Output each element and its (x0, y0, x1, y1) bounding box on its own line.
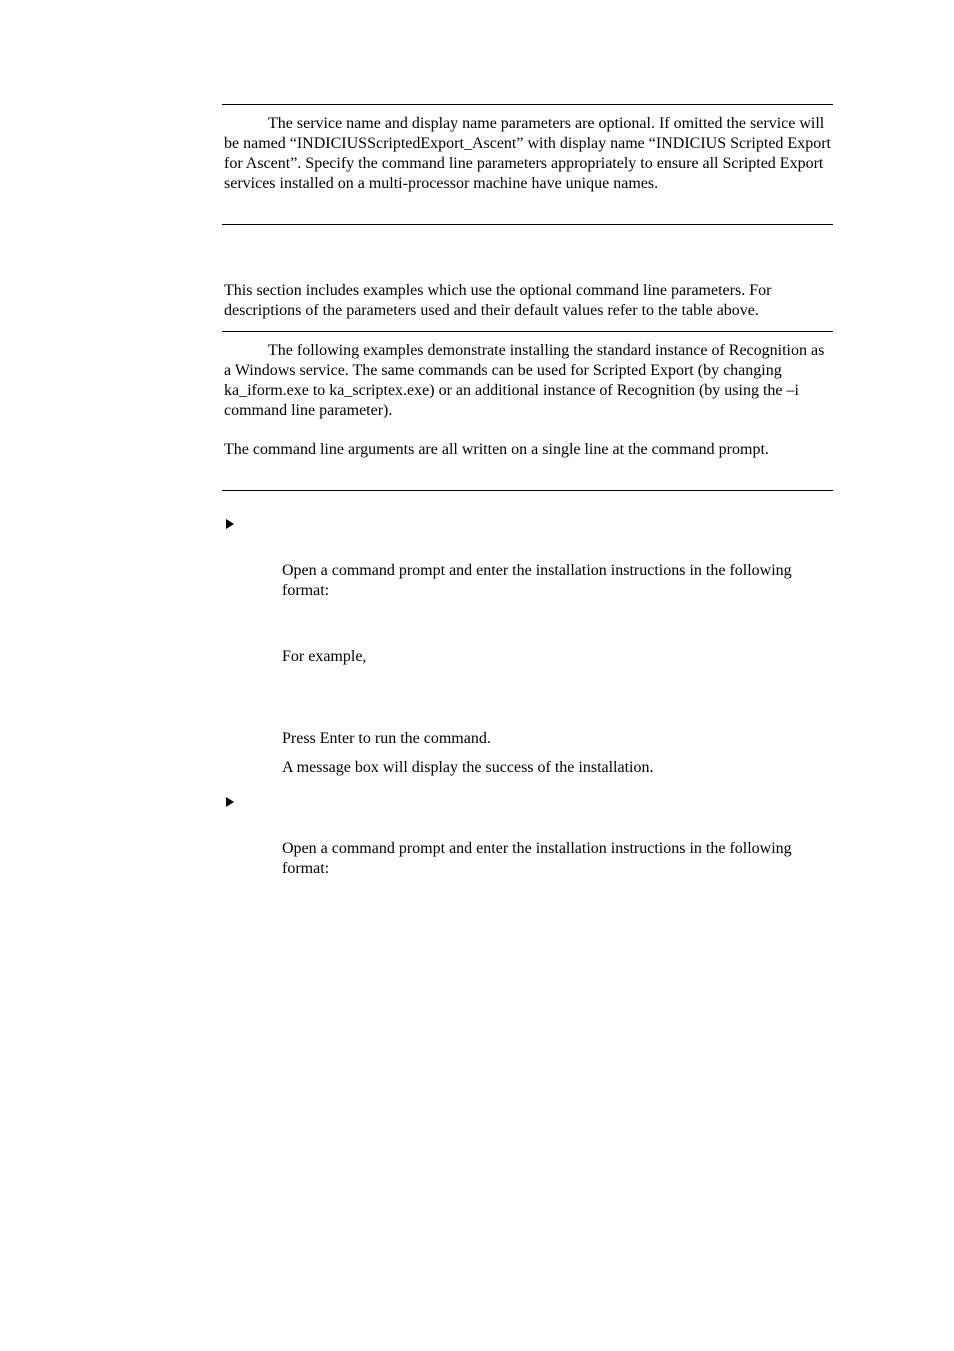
procedure-1-step-2: Press Enter to run the command. (282, 730, 491, 747)
note-top-rule-2 (222, 331, 833, 332)
note-service-names: The service name and display name parameters are optional. If omitted the service will be named “INDICIUSScriptedExport_Ascent” with display name “INDICIUS Scripted Export for Ascent”. Specify the command line parameters appropriately to ensure all Scripted Export services installed on a multi-processor machine have unique names. (224, 115, 831, 192)
note-single-line: The command line arguments are all written on a single line at the command prompt. (224, 441, 769, 458)
procedure-1-step-1: Open a command prompt and enter the installation instructions in the following format: (282, 562, 792, 599)
note-bottom-rule (222, 224, 833, 225)
note-bottom-rule-2 (222, 490, 833, 491)
procedure-arrow-icon (226, 797, 234, 807)
procedure-2-step-1: Open a command prompt and enter the installation instructions in the following format: (282, 840, 792, 877)
note-top-rule (222, 104, 833, 105)
procedure-1-result: A message box will display the success of the installation. (282, 759, 654, 776)
note-examples-description: The following examples demonstrate installing the standard instance of Recognition as a Windows service. The same commands can be used for Scripted Export (by changing ka_iform.exe to ka_scriptex.exe) or an additional instance of Recognition (by using the –i command line parameter). (224, 342, 825, 419)
procedure-1-example-label: For example, (282, 648, 367, 665)
procedure-arrow-icon (226, 519, 234, 529)
examples-intro-paragraph: This section includes examples which use the optional command line parameters. For descriptions of the parameters used and their default values refer to the table above. (224, 282, 772, 319)
